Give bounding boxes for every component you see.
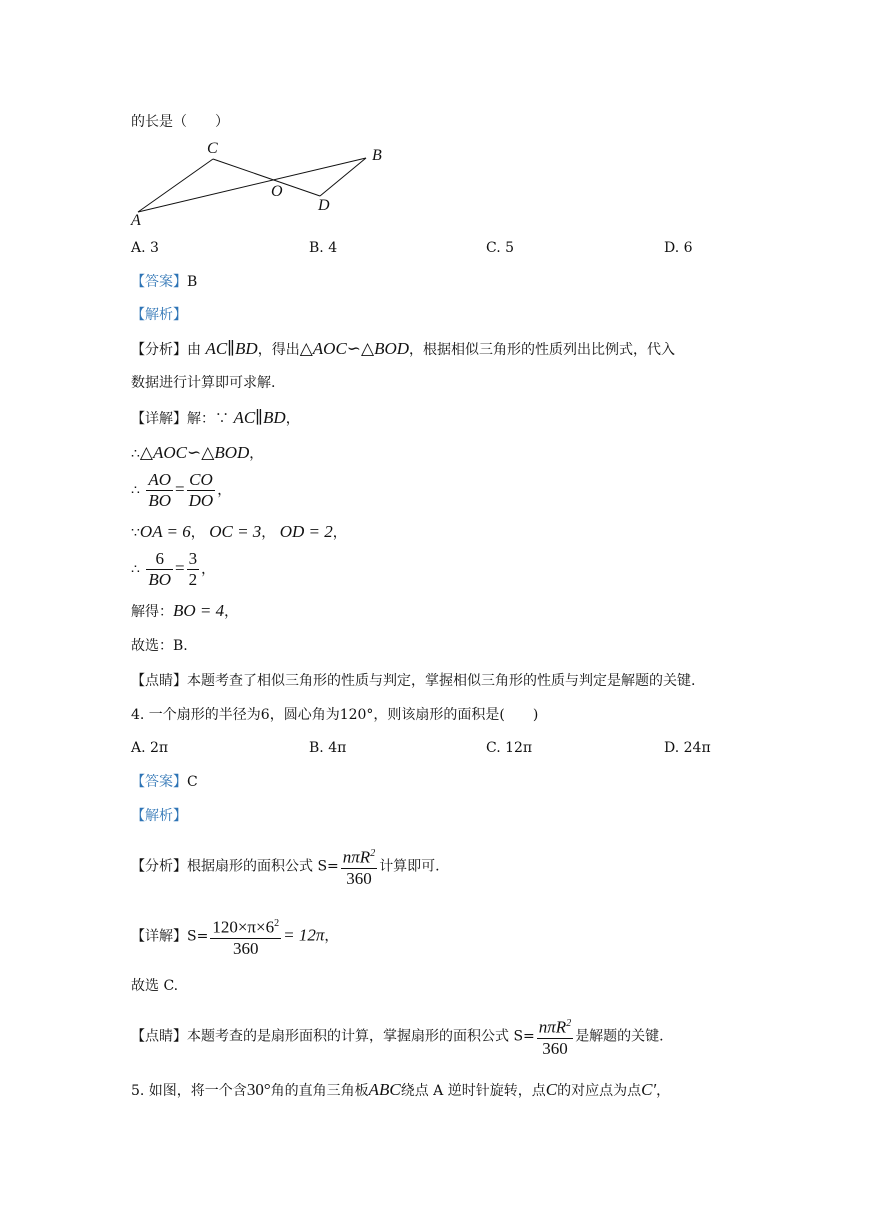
q3-similar-line: ∴△AOC∽△BOD， (131, 443, 264, 462)
q3-xiangjie-line1: 【详解】解：∵ AC∥BD， (131, 408, 300, 427)
q4-option-a: A. 2π (131, 740, 169, 756)
q3-option-a: A. 3 (131, 240, 159, 256)
q4-dianjing: 【点睛】本题考查的是扇形面积的计算，掌握扇形的面积公式 S= $\frac{n\pi R^2}{360}$ 是解题的关键. (131, 1014, 664, 1059)
q4-option-b: B. 4π (309, 740, 347, 756)
point-label-a: A (131, 212, 141, 229)
q3-choose-line: 故选：B. (131, 638, 188, 654)
q3-option-b: B. 4 (309, 240, 338, 256)
q3-figure (128, 136, 398, 234)
q4-option-d: D. 24π (664, 740, 711, 756)
q3-analysis-tag: 【解析】 (131, 307, 187, 323)
q3-fenxi-line1: 【分析】由 AC∥BD，得出△AOC∽△BOD，根据相似三角形的性质列出比例式，代入 (131, 339, 676, 358)
q3-substitute-line: ∴ $\frac{6}{BO}$ = $\frac{3}{2}$ ， (131, 549, 216, 589)
q4-choose-line: 故选 C. (131, 978, 179, 994)
q3-fenxi-line2: 数据进行计算即可求解. (131, 375, 276, 391)
q3-ratio-line: ∴ $\frac{AO}{BO}$ = $\frac{CO}{DO}$ ， (131, 470, 232, 510)
point-label-o: O (271, 183, 283, 200)
answer-tag: 【答案】 (131, 274, 187, 290)
fraction-sector-formula: $\frac{n\pi R^2}{360}$ (341, 844, 377, 889)
answer-value: C (187, 774, 198, 790)
q4-stem: 4. 一个扇形的半径为6，圆心角为120°，则该扇形的面积是( ) (131, 707, 539, 723)
fraction-co-do: $\frac{CO}{DO}$ (188, 470, 214, 510)
q4-answer (131, 772, 198, 792)
q3-dianjing: 【点睛】本题考查了相似三角形的性质与判定，掌握相似三角形的性质与判定是解题的关键. (131, 673, 696, 689)
q3-option-c: C. 5 (486, 240, 515, 256)
fraction-6-bo: $\frac{6}{BO}$ (148, 549, 172, 589)
q4-option-c: C. 12π (486, 740, 533, 756)
q3-given-line: ∵OA = 6， OC = 3， OD = 2， (131, 522, 347, 541)
fraction-ao-bo: $\frac{AO}{BO}$ (148, 470, 172, 510)
fraction-sector-formula-2: $\frac{n\pi R^2}{360}$ (537, 1014, 573, 1059)
q4-xiangjie-line: 【详解】S= $\frac{120\times\pi\times 6^2}{360}$ = 12π， (131, 914, 338, 959)
point-label-b: B (372, 147, 382, 164)
answer-value: B (187, 274, 198, 290)
segment-ac (138, 159, 213, 212)
q4-analysis-tag: 【解析】 (131, 808, 187, 824)
fraction-3-2: $\frac{3}{2}$ (188, 549, 198, 589)
q3-answer (131, 272, 197, 292)
q3-solve-line: 解得：BO = 4， (131, 601, 239, 620)
q4-fenxi-line: 【分析】根据扇形的面积公式 S= $\frac{n\pi R^2}{360}$ 计算即可. (131, 844, 440, 889)
segment-ab (138, 158, 366, 212)
point-label-c: C (207, 140, 218, 157)
q3-option-d: D. 6 (664, 240, 693, 256)
point-label-d: D (318, 197, 330, 214)
q5-stem: 5. 如图，将一个含30°角的直角三角板ABC绕点 A 逆时针旋转，点C的对应点为点C′， (131, 1080, 671, 1099)
answer-tag: 【答案】 (131, 774, 187, 790)
q3-stem-tail: 的长是（ ） (131, 114, 229, 130)
fraction-sector-calc: $\frac{120\times\pi\times 6^2}{360}$ (210, 914, 281, 959)
